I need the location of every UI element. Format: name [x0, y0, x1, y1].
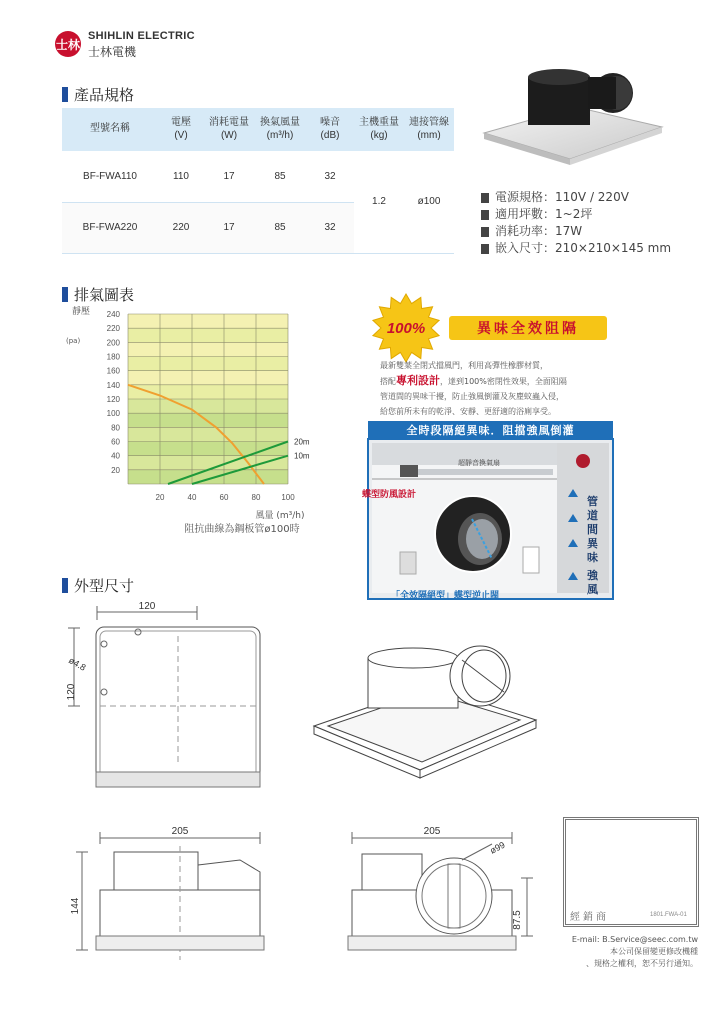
bullet-icon	[481, 227, 489, 237]
odor-icon	[576, 454, 590, 468]
dealer-label: 經銷商	[570, 912, 609, 923]
x-tick-label: 80	[251, 493, 261, 502]
chart-band	[128, 442, 288, 456]
top-view-drawing	[60, 596, 280, 796]
y-tick-label: 240	[106, 310, 120, 319]
side-label-wind: 強風	[587, 569, 598, 596]
dim-hole-diameter: ø4.8	[67, 655, 88, 673]
shihlin-logo: 士林	[55, 31, 81, 57]
y-tick-label: 200	[106, 338, 120, 348]
cell-weight: 1.2	[354, 151, 404, 253]
cell-model: BF-FWA220	[62, 202, 158, 253]
y-tick-label: 40	[111, 451, 120, 461]
cell-noise: 32	[306, 151, 354, 202]
y-tick-label: 160	[106, 366, 120, 376]
y-tick-label: 120	[106, 395, 120, 404]
front-view-drawing	[332, 820, 542, 970]
chart-band	[128, 399, 288, 413]
section-marker	[62, 87, 68, 102]
header-noise: 噪音 (dB)	[306, 108, 354, 151]
x-tick-label: 60	[219, 493, 229, 502]
dimension-title-text: 外型尺寸	[74, 577, 135, 595]
patent-highlight: 專利設計	[396, 374, 440, 387]
dim-side-height: 120	[66, 683, 77, 701]
chart-caption: 阻抗曲線為鋼板管ø100時	[184, 524, 300, 535]
product-photo	[478, 65, 666, 175]
y-tick-label: 20	[111, 465, 120, 475]
y-tick-label: 60	[111, 437, 120, 447]
cell-airflow: 85	[254, 202, 306, 253]
table-row	[62, 151, 454, 202]
cell-voltage: 220	[158, 202, 204, 253]
header-model: 型號名稱	[62, 108, 158, 151]
y-tick-label: 80	[111, 423, 120, 433]
spec-table-header-row	[62, 108, 454, 151]
chart-band	[128, 328, 288, 342]
dim-pipe-height: 87.5	[512, 910, 523, 930]
exhaust-chart	[62, 300, 322, 540]
chart-band	[128, 427, 288, 441]
fan-unit-icon	[400, 465, 418, 477]
side-label-odor: 管道間異味	[587, 495, 598, 564]
y-tick-label: 100	[106, 409, 120, 419]
bullet-icon	[481, 244, 489, 254]
promo-banner: 全時段隔絕異味．阻擋強風倒灌	[368, 421, 613, 439]
dim-front-width: 205	[423, 826, 441, 837]
y-tick-label: 140	[106, 380, 120, 390]
feature-item: 電源規格： 110V / 220V	[481, 189, 671, 206]
dim-pipe-diameter: ø99	[488, 839, 507, 856]
x-axis-label: 風量 (m³/h)	[255, 511, 305, 521]
x-axis-ticks	[156, 493, 296, 502]
chart-band	[128, 357, 288, 371]
diagram-caption: 「全效隔絕型」蝶型逆止閥	[391, 591, 500, 601]
y-tick-label: 220	[106, 324, 120, 334]
bullet-icon	[481, 210, 489, 220]
isometric-drawing	[310, 628, 540, 788]
cell-model: BF-FWA110	[62, 151, 158, 202]
contact-info	[520, 934, 698, 970]
dim-side-width: 205	[171, 826, 189, 837]
spec-table	[62, 108, 454, 254]
cell-voltage: 110	[158, 151, 204, 202]
contact-email: E-mail: B.Service@seec.com.tw	[571, 935, 698, 944]
feature-item: 適用坪數： 1~2坪	[481, 206, 671, 223]
feature-item: 消耗功率： 17W	[481, 223, 671, 240]
disclaimer-line1: 本公司保留變更修改機種	[610, 947, 698, 956]
disclaimer-line2: 、規格之權利，恕不另行通知。	[586, 959, 698, 968]
fan-label: 超靜音換氣扇	[458, 459, 500, 467]
feature-item: 嵌入尺寸： 210×210×145 mm	[481, 240, 671, 257]
side-view-drawing	[60, 820, 300, 970]
bullet-icon	[481, 193, 489, 203]
dim-top-width: 120	[138, 601, 156, 612]
x-tick-label: 100	[281, 493, 295, 502]
butterfly-label: 蝶型防風設計	[362, 490, 417, 500]
brand-name-en: SHIHLIN ELECTRIC	[88, 30, 195, 42]
chart-band	[128, 371, 288, 385]
cell-noise: 32	[306, 202, 354, 253]
starburst-badge	[365, 292, 447, 364]
series-label: 20m	[294, 437, 310, 447]
x-tick-label: 20	[155, 493, 165, 502]
y-tick-label: 180	[106, 352, 120, 362]
installation-diagram	[362, 439, 613, 601]
cell-pipe: ø100	[404, 151, 454, 253]
feature-list	[481, 189, 671, 257]
chart-title-text: 排氣圖表	[74, 286, 135, 304]
promo-description: 最新雙葉全閉式擋風門，利用高彈性橡膠材質， 搭配專利設計，達到100%密閉性效果，全面阻隔 管道間的異味干擾，防止強風倒灌及灰塵蚊蟲入侵， 給您前所未有的乾淨、安靜、更舒適的浴廁享受。	[380, 361, 567, 416]
dim-height: 144	[70, 897, 81, 915]
sink-icon	[400, 552, 416, 574]
cell-power: 17	[204, 151, 254, 202]
document-code: 1801.FWA-01	[650, 912, 687, 918]
header-pipe: 連接管線 (mm)	[404, 108, 454, 151]
header-voltage: 電壓 (V)	[158, 108, 204, 151]
chart-band	[128, 470, 288, 484]
dimension-section-title	[62, 575, 134, 596]
badge-text: 100%	[386, 320, 426, 337]
promo-title: 異味全效阻隔	[449, 316, 607, 340]
chart-band	[128, 314, 288, 328]
y-axis-ticks	[107, 310, 121, 475]
spec-section-title	[62, 84, 134, 105]
y-axis-unit: (pa)	[66, 337, 81, 345]
cell-power: 17	[204, 202, 254, 253]
header-power: 消耗電量 (W)	[204, 108, 254, 151]
chart-band	[128, 342, 288, 356]
y-axis-label: 靜壓	[72, 307, 91, 317]
toilet-icon	[523, 547, 539, 573]
brand-name-zh: 士林電機	[88, 45, 137, 59]
cell-airflow: 85	[254, 151, 306, 202]
header-weight: 主機重量 (kg)	[354, 108, 404, 151]
header-airflow: 換氣風量 (m³/h)	[254, 108, 306, 151]
spec-title-text: 產品規格	[74, 86, 135, 104]
section-marker	[62, 578, 68, 593]
series-label: 10m	[294, 451, 310, 461]
x-tick-label: 40	[187, 493, 197, 502]
